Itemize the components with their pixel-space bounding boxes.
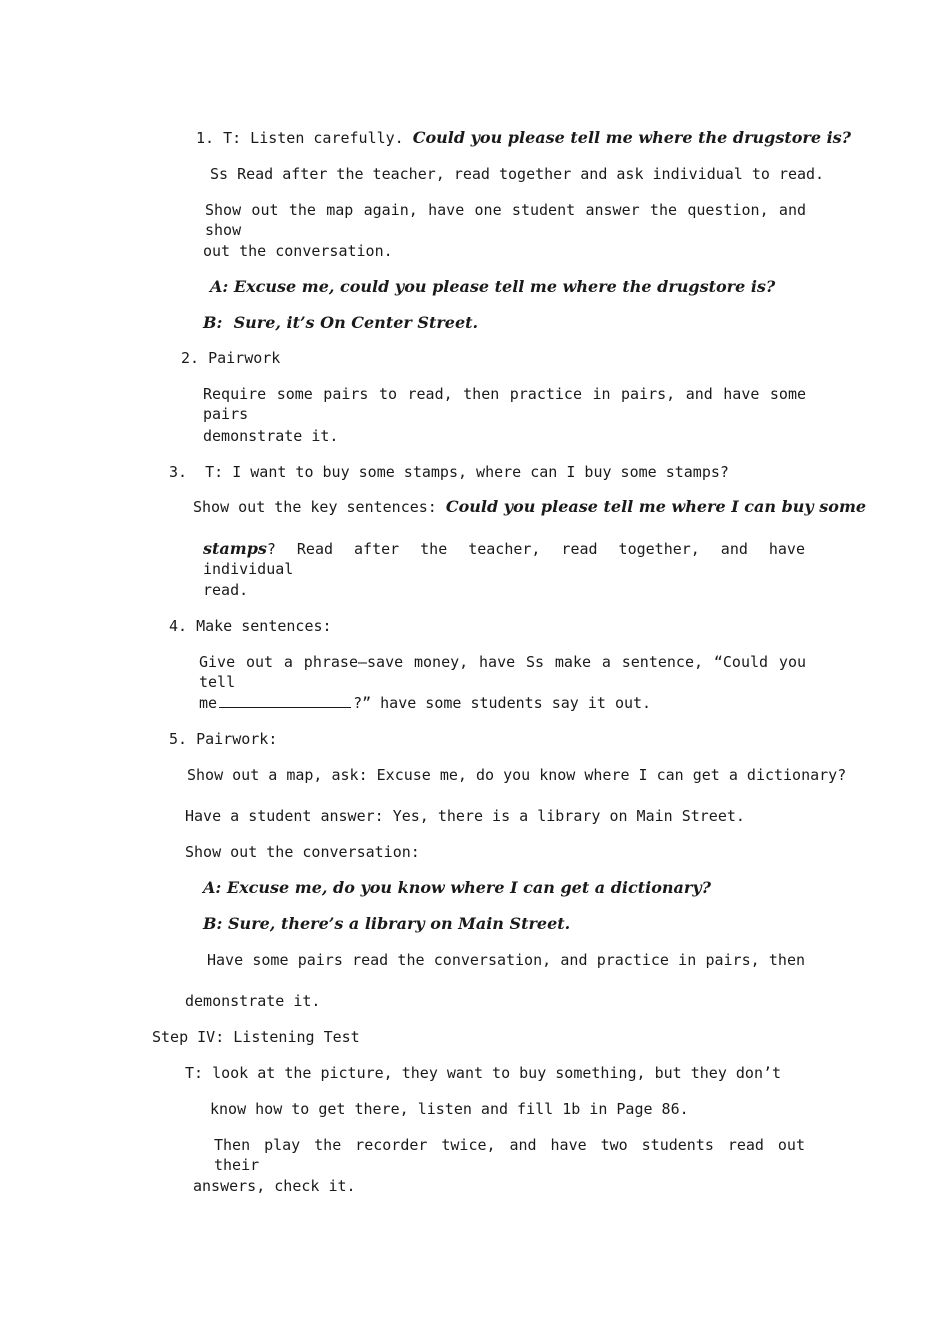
item-5-line-4: Show out the conversation: [185,843,420,861]
item-5-dialog-a: A: Excuse me, do you know where I can get a dictionary? [203,878,711,897]
item-1-line-3: Show out the map again, have one student answer the question, and show [205,201,806,239]
item-1-line-2: Ss Read after the teacher, read together and ask individual to read. [210,165,825,183]
item-4-line-3-prefix: me [199,694,218,712]
item-2-label: 2. Pairwork [181,349,281,367]
item-3-line-2 [193,497,866,517]
item-5-line-2: Show out a map, ask: Excuse me, do you know where I can get a dictionary? [187,766,847,784]
item-2-line-2: Require some pairs to read, then practice in pairs, and have some pairs [203,385,806,423]
item-1-dialog-a: A: Excuse me, could you please tell me where the drugstore is? [210,277,776,296]
item-1-question: Could you please tell me where the drugstore is? [412,128,852,147]
item-3-line-4: read. [203,581,249,599]
item-3-key-sentence-end: stamps [203,539,267,558]
item-4-label: 4. Make sentences: [169,617,332,635]
item-5-line-5: Have some pairs read the conversation, and practice in pairs, then [207,951,805,969]
item-3-label: 3. T: I want to buy some stamps, where can I buy some stamps? [169,463,729,481]
step-4-heading: Step IV: Listening Test [152,1028,360,1046]
item-4-line-3-suffix: ?” have some students say it out. [353,694,652,712]
item-1-line-4: out the conversation. [203,242,393,260]
item-3-line-3-rest: ? Read after the teacher, read together, and have individual [203,540,805,578]
fill-in-blank [219,694,351,708]
item-4-line-2: Give out a phrase—save money, have Ss make a sentence, “Could you tell [199,653,806,691]
item-5-dialog-b: B: Sure, there’s a library on Main Street. [203,914,571,933]
step-4-line-4: answers, check it. [193,1177,356,1195]
item-2-line-3: demonstrate it. [203,427,339,445]
step-4-line-1: T: look at the picture, they want to buy something, but they don’t [185,1064,782,1082]
item-5-line-3: Have a student answer: Yes, there is a library on Main Street. [185,807,745,825]
item-1-line-1 [196,128,851,148]
item-3-key-sentence: Could you please tell me where I can buy some [445,497,867,516]
step-4-line-2: know how to get there, listen and fill 1b in Page 86. [210,1100,689,1118]
item-1-label: 1. T: Listen carefully. [196,129,404,147]
item-5-line-6: demonstrate it. [185,992,321,1010]
item-4-line-3 [199,693,651,713]
item-3-line-2-prefix: Show out the key sentences: [193,498,437,516]
item-3-line-3 [203,539,805,579]
item-5-label: 5. Pairwork: [169,730,278,748]
item-1-dialog-b: B: Sure, it’s On Center Street. [203,313,479,332]
step-4-line-3: Then play the recorder twice, and have two students read out their [214,1136,805,1174]
